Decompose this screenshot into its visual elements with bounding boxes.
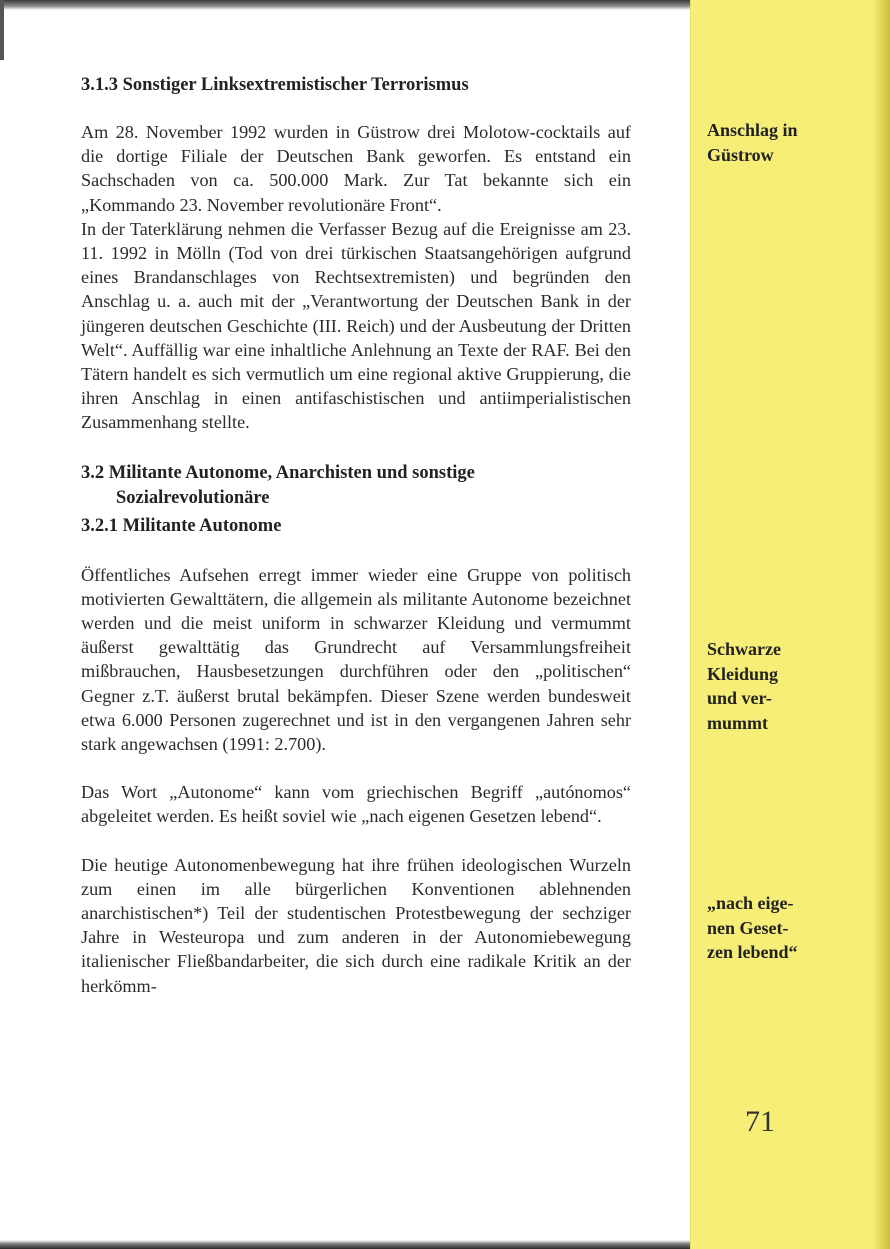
paragraph-guestrow-attack: Am 28. November 1992 wurden in Güstrow drei Molotow-cocktails auf die dortige Filiale der Deutschen Bank geworfen. Es entstand ein Sachschaden von ca. 500.000 Mark. Zur Tat bekannte sich ein „Kommando 23. November revolutionäre Front“. (81, 122, 631, 215)
section-heading-3-2-1: 3.2.1 Militante Autonome (81, 515, 282, 536)
scan-shadow-top (0, 0, 690, 10)
margin-note-anschlag: Anschlag in Güstrow (707, 120, 798, 165)
paragraph-militante-autonome: Öffentliches Aufsehen erregt immer wieder eine Gruppe von politisch motivierten Gewalttätern, die allgemein als militante Autonome bezeichnet werden und die meist uniform in schwarzer Kleidung und vermummt äußerst gewalttätig das Grundrecht auf Versammlungsfreiheit mißbrauchen, Hausbesetzungen durchführen oder den „politischen“ Gegner z.T. äußerst brutal bekämpfen. Dieser Szene werden bundesweit etwa 6.000 Personen zugerechnet und ist in den vergangenen Jahren sehr stark angewachsen (1991: 2.700). (81, 564, 631, 755)
section-heading-3-2 (81, 461, 631, 511)
scan-shadow-left (0, 0, 4, 60)
margin-note-kleidung: Schwarze Kleidung und ver- mummt (707, 639, 781, 733)
paragraph-wort-autonome: Das Wort „Autonome“ kann vom griechischen Begriff „autónomos“ abgeleitet werden. Es heißt soviel wie „nach eigenen Gesetzen lebend“. (81, 782, 631, 827)
section-heading-3-2-line2: Sozialrevolutionäre (116, 487, 270, 508)
margin-note-gesetze: „nach eige- nen Geset- zen lebend“ (707, 893, 798, 962)
paragraph-taterklaerung: In der Taterklärung nehmen die Verfasser Bezug auf die Ereignisse am 23. 11. 1992 in Mölln (Tod von drei türkischen Staatsangehörigen aufgrund eines Brandanschlages von Rechtsextremisten) und begründen den Anschlag u. a. auch mit der „Verantwortung der Deutschen Bank in der jüngeren deutschen Geschichte (III. Reich) und der Ausbeutung der Dritten Welt“. Auffällig war eine inhaltliche Anlehnung an Texte der RAF. Bei den Tätern handelt es sich vermutlich um eine regional aktive Gruppierung, die ihren Anschlag in einen antifaschistischen und antiimperialistischen Zusammenhang stellte. (81, 218, 631, 433)
paragraph-autonomenbewegung: Die heutige Autonomenbewegung hat ihre frühen ideologischen Wurzeln zum einen im alle bürgerlichen Konventionen ablehnenden anarchistischen*) Teil der studentischen Protestbewegung der sechziger Jahre in Westeuropa und zum anderen in der Autonomiebewegung italienischer Fließbandarbeiter, die sich durch eine radikale Kritik an der herkömm- (81, 854, 631, 996)
section-heading-3-1-3: 3.1.3 Sonstiger Linksextremistischer Terrorismus (81, 75, 469, 95)
margin-strip (690, 0, 890, 1249)
page-fold-shadow (872, 0, 890, 1249)
main-text-column (81, 60, 631, 998)
section-heading-3-2-line1: 3.2 Militante Autonome, Anarchisten und sonstige (81, 462, 475, 483)
page-number: 71 (745, 1105, 775, 1138)
